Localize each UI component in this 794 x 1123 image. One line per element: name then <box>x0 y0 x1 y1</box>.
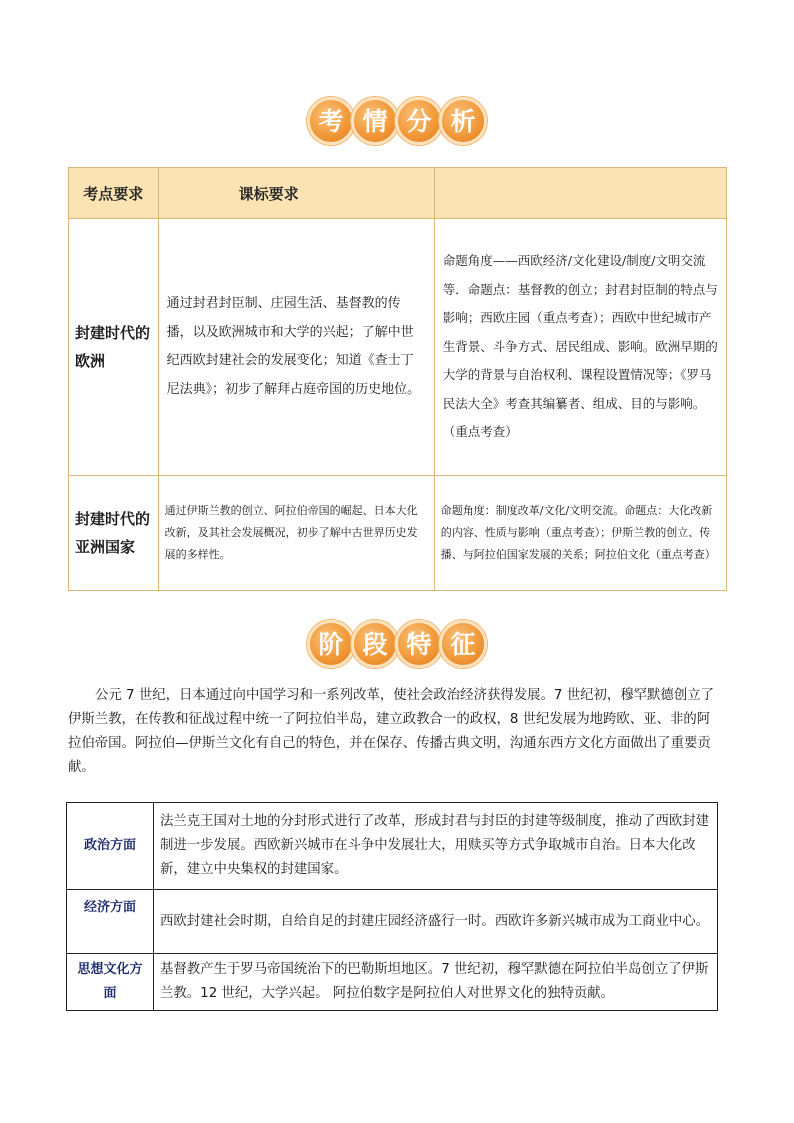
row-text: 基督教产生于罗马帝国统治下的巴勒斯坦地区。7 世纪初，穆罕默德在阿拉伯半岛创立了伊斯兰教。12 世纪，大学兴起。 阿拉伯数字是阿拉伯人对世界文化的独特贡献。 <box>154 954 718 1011</box>
heading-char: 征 <box>439 620 487 668</box>
table-row <box>69 219 727 476</box>
row-label: 政治方面 <box>67 803 154 890</box>
table-row <box>69 476 727 591</box>
table-row <box>67 954 718 1011</box>
analysis-cell: 命题角度：制度改革/文化/文明交流。命题点：大化改新的内容、性质与影响（重点考查）；伊斯兰教的创立、传播、与阿拉伯国家发展的关系；阿拉伯文化（重点考查） <box>434 476 726 591</box>
analysis-cell: 命题角度——西欧经济/文化建设/制度/文明交流等．命题点：基督教的创立；封君封臣制的特点与影响；西欧庄园（重点考查）；西欧中世纪城市产生背景、斗争方式、居民组成、影响。欧洲早期的大学的背景与自治权利、课程设置情况等；《罗马民法大全》考查其编纂者、组成、目的与影响。（重点考查） <box>434 219 726 476</box>
heading-char: 析 <box>439 97 487 145</box>
section-heading-features <box>0 620 794 668</box>
row-label: 封建时代的亚洲国家 <box>69 476 159 591</box>
table-row <box>67 890 718 954</box>
standard-cell: 通过伊斯兰教的创立、阿拉伯帝国的崛起、日本大化改新，及其社会发展概况，初步了解中古世界历史发展的多样性。 <box>158 476 434 591</box>
row-label: 封建时代的欧洲 <box>69 219 159 476</box>
row-label: 思想文化方面 <box>67 954 154 1011</box>
table-header-row <box>69 168 727 219</box>
exam-analysis-table <box>68 167 727 591</box>
heading-char: 段 <box>351 620 399 668</box>
heading-char: 特 <box>395 620 443 668</box>
header-cell: 课标要求 <box>158 168 434 219</box>
header-cell <box>434 168 726 219</box>
heading-char: 情 <box>351 97 399 145</box>
section-heading-analysis <box>0 97 794 145</box>
row-label: 经济方面 <box>67 890 154 954</box>
heading-char: 分 <box>395 97 443 145</box>
standard-cell: 通过封君封臣制、庄园生活、基督教的传播，以及欧洲城市和大学的兴起；了解中世纪西欧封建社会的发展变化；知道《查士丁尼法典》；初步了解拜占庭帝国的历史地位。 <box>158 219 434 476</box>
table-row <box>67 803 718 890</box>
header-cell: 考点要求 <box>69 168 159 219</box>
stage-features-table <box>66 802 718 1011</box>
intro-paragraph: 公元 7 世纪，日本通过向中国学习和一系列改革，使社会政治经济获得发展。7 世纪初，穆罕默德创立了伊斯兰教，在传教和征战过程中统一了阿拉伯半岛，建立政教合一的政权，8 世纪发展为地跨欧、亚、非的阿拉伯帝国。阿拉伯—伊斯兰文化有自己的特色，并在保存、传播古典文明，沟通东西方文化方面做出了重要贡献。 <box>68 688 714 775</box>
heading-char: 阶 <box>307 620 355 668</box>
row-text: 法兰克王国对土地的分封形式进行了改革，形成封君与封臣的封建等级制度，推动了西欧封建制进一步发展。西欧新兴城市在斗争中发展壮大，用赎买等方式争取城市自治。日本大化改新，建立中央集权的封建国家。 <box>154 803 718 890</box>
heading-char: 考 <box>307 97 355 145</box>
row-text: 西欧封建社会时期，自给自足的封建庄园经济盛行一时。西欧许多新兴城市成为工商业中心。 <box>154 890 718 954</box>
